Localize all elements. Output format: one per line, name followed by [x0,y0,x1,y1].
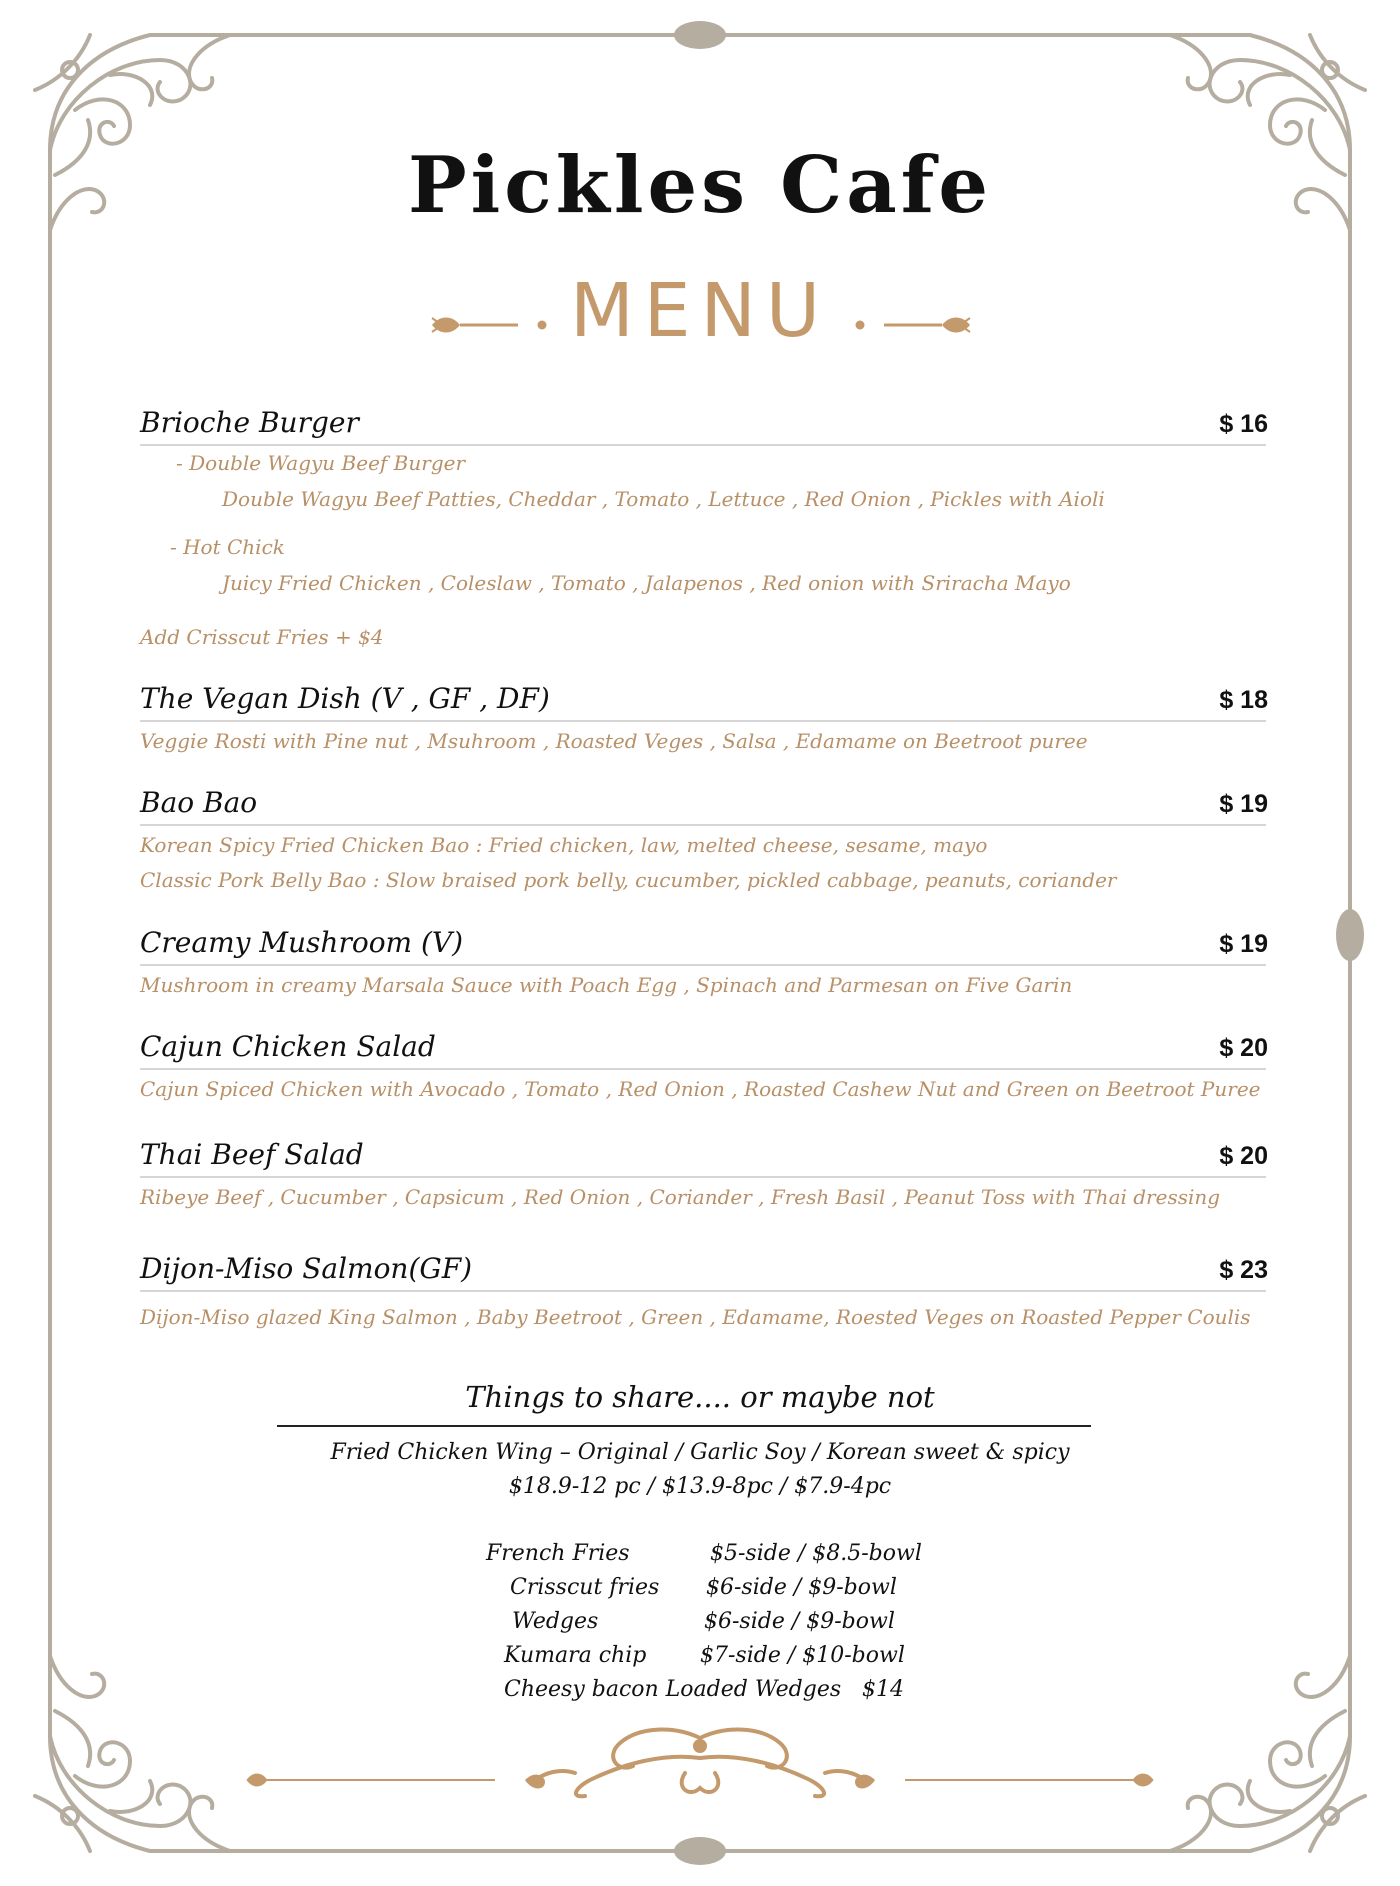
side-name: French Fries [486,1541,630,1566]
item-divider [140,964,1266,966]
bottom-ornament-icon [245,1718,1155,1808]
wings-line: Fried Chicken Wing – Original / Garlic Soy / Korean sweet & spicy [330,1440,1070,1465]
item-name: The Vegan Dish (V , GF , DF) [140,682,550,715]
item-name: Dijon-Miso Salmon(GF) [140,1252,473,1285]
sub-item-desc: Double Wagyu Beef Patties, Cheddar , Tomato , Lettuce , Red Onion , Pickles with Aioli [222,487,1105,511]
item-desc: Ribeye Beef , Cucumber , Capsicum , Red Onion , Coriander , Fresh Basil , Peanut Toss with Thai dressing [140,1185,1221,1209]
item-divider [140,444,1266,446]
side-name: Wedges [512,1609,599,1634]
item-desc: Korean Spicy Fried Chicken Bao : Fried chicken, law, melted cheese, sesame, mayo [140,833,988,857]
item-price: $ 20 [1219,1142,1268,1170]
item-desc: Veggie Rosti with Pine nut , Msuhroom , Roasted Veges , Salsa , Edamame on Beetroot puree [140,729,1088,753]
item-price: $ 23 [1219,1256,1268,1284]
right-arrow-ornament-icon [852,312,972,338]
item-price: $ 19 [1219,790,1268,818]
item-desc: Cajun Spiced Chicken with Avocado , Tomato , Red Onion , Roasted Cashew Nut and Green on Beetroot Puree [140,1077,1261,1101]
side-price: $5-side / $8.5-bowl [710,1541,922,1566]
side-price: $7-side / $10-bowl [700,1643,905,1668]
side-price: $14 [862,1677,904,1702]
item-divider [140,720,1266,722]
item-desc: Dijon-Miso glazed King Salmon , Baby Beetroot , Green , Edamame, Roested Veges on Roasted Pepper Coulis [140,1305,1251,1329]
item-divider [140,1068,1266,1070]
side-name: Crisscut fries [510,1575,660,1600]
item-desc: Classic Pork Belly Bao : Slow braised pork belly, cucumber, pickled cabbage, peanuts, coriander [140,868,1117,892]
item-name: Bao Bao [140,786,258,819]
item-price: $ 20 [1219,1034,1268,1062]
menu-heading: MENU [569,268,831,354]
side-price: $6-side / $9-bowl [704,1609,895,1634]
side-name: Kumara chip [504,1643,647,1668]
sub-item-name: - Double Wagyu Beef Burger [176,451,466,475]
sub-item-desc: Juicy Fried Chicken , Coleslaw , Tomato , Jalapenos , Red onion with Sriracha Mayo [222,571,1071,595]
item-divider [140,824,1266,826]
item-price: $ 16 [1219,410,1268,438]
page-title: Pickles Cafe [408,140,992,231]
side-price: $6-side / $9-bowl [706,1575,897,1600]
item-name: Thai Beef Salad [140,1138,364,1171]
item-divider [140,1176,1266,1178]
item-name: Cajun Chicken Salad [140,1030,436,1063]
item-price: $ 19 [1219,930,1268,958]
share-section-title: Things to share.... or maybe not [465,1380,935,1414]
item-desc: Mushroom in creamy Marsala Sauce with Poach Egg , Spinach and Parmesan on Five Garin [140,973,1073,997]
item-name: Creamy Mushroom (V) [140,926,464,959]
item-name: Brioche Burger [140,406,359,439]
item-price: $ 18 [1219,686,1268,714]
share-divider [277,1425,1091,1427]
sub-item-name: - Hot Chick [170,535,285,559]
item-divider [140,1290,1266,1292]
wings-prices: $18.9-12 pc / $13.9-8pc / $7.9-4pc [508,1474,892,1499]
item-addon: Add Crisscut Fries + $4 [140,625,384,649]
side-name: Cheesy bacon Loaded Wedges [504,1677,842,1702]
